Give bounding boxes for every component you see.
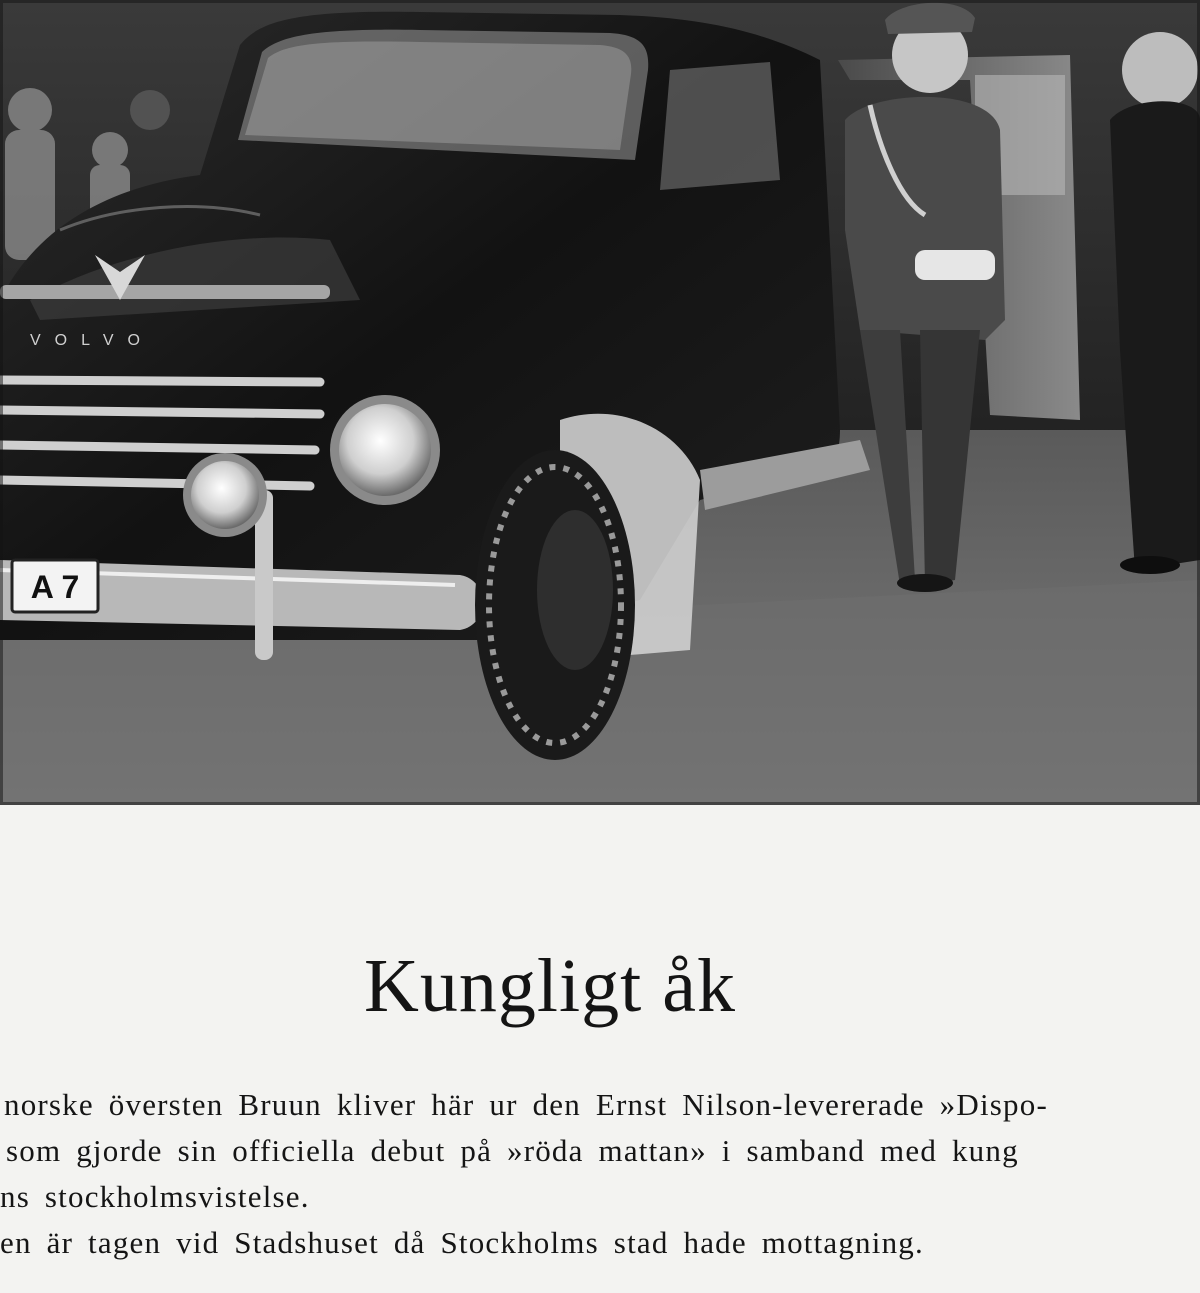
caption-line: norske översten Bruun kliver här ur den Ernst Nilson-levererade »Dispo- — [4, 1087, 1048, 1122]
license-plate — [12, 560, 98, 612]
article-title: Kungligt åk — [364, 944, 736, 1028]
caption-line: som gjorde sin officiella debut på »röda mattan» i samband med kung — [6, 1133, 1019, 1168]
caption-line: ns stockholmsvistelse. — [0, 1179, 310, 1214]
volvo-badge: VOLVO — [30, 332, 154, 349]
license-plate-text: A 7 — [30, 569, 80, 605]
article-caption — [0, 1082, 1200, 1266]
caption-line: en är tagen vid Stadshuset då Stockholms stad hade mottagning. — [0, 1225, 924, 1260]
